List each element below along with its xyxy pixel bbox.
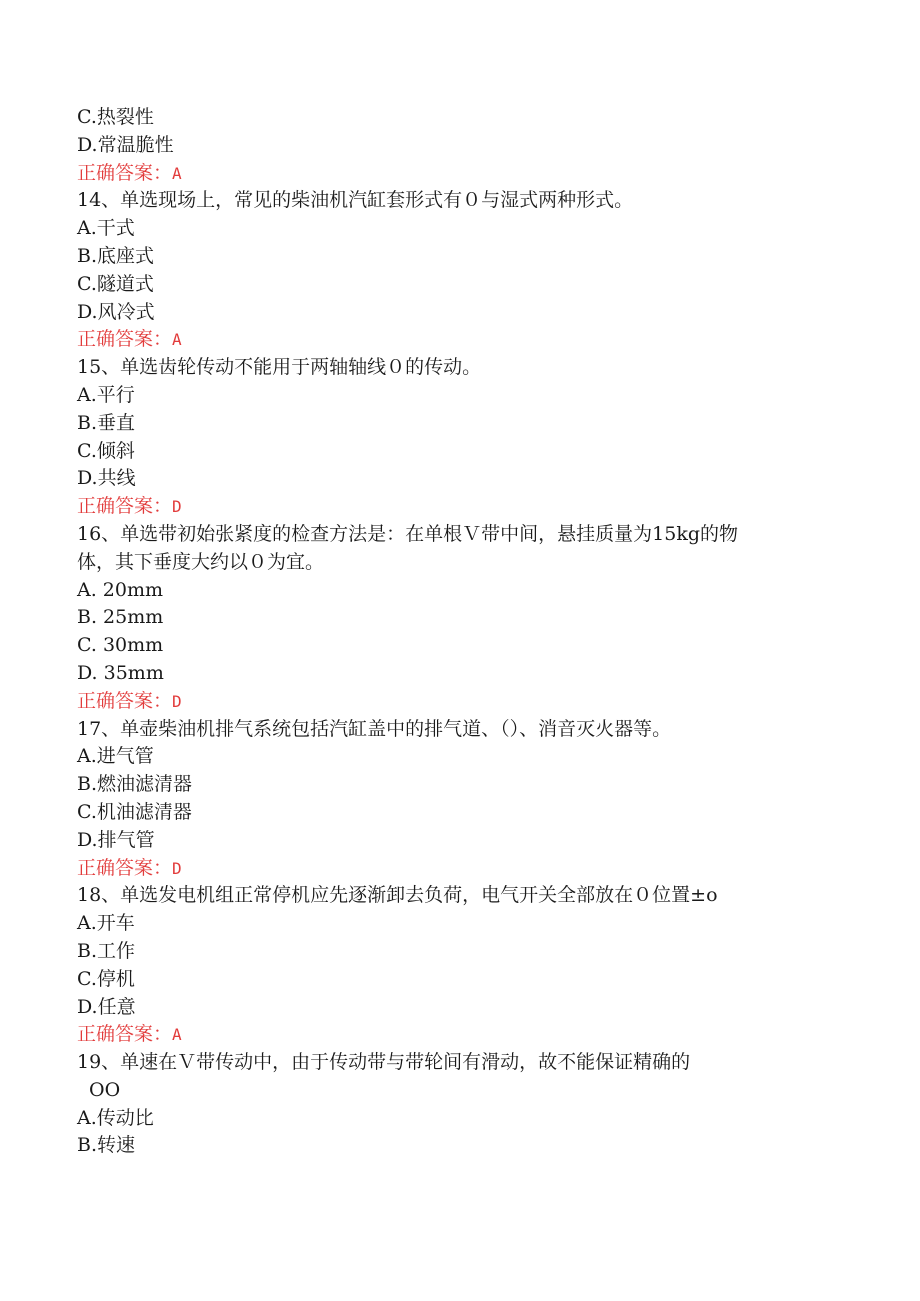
option-c: C.热裂性 [77, 106, 154, 128]
answer-value: A [172, 330, 182, 350]
answer-value: D [172, 858, 182, 878]
question-16: 16、单选带初始张紧度的检查方法是：在单根Ｖ带中间，悬挂质量为15kg的物 [77, 522, 739, 545]
question-list [77, 104, 837, 1160]
option-b: B.垂直 [77, 411, 136, 434]
option-a: A.平行 [77, 383, 135, 406]
correct-answer [77, 160, 837, 188]
question-15: 15、单选齿轮传动不能用于两轴轴线０的传动。 [77, 356, 482, 379]
option-b: B.燃油滤清器 [77, 773, 193, 796]
option-a: A. 20mm [77, 578, 164, 601]
option-d: D.共线 [77, 467, 136, 490]
answer-label: 正确答案： [77, 328, 173, 351]
answer-value: D [172, 497, 182, 517]
answer-label: 正确答案： [77, 1023, 173, 1046]
question-19: 19、单速在Ｖ带传动中，由于传动带与带轮间有滑动，故不能保证精确的 [77, 1051, 691, 1074]
question-19-continued: OO [89, 1078, 121, 1101]
option-a: A.干式 [77, 217, 135, 240]
option-c: C.倾斜 [77, 439, 135, 462]
question-17: 17、单壶柴油机排气系统包括汽缸盖中的排气道、（）、消音灭火器等。 [77, 717, 672, 740]
option-d: D.风冷式 [77, 300, 155, 323]
question-16-continued: 体，其下垂度大约以０为宜。 [77, 550, 325, 573]
option-c: C.隧道式 [77, 272, 154, 295]
option-b: B.底座式 [77, 244, 155, 267]
question-18: 18、单选发电机组正常停机应先逐渐卸去负荷，电气开关全部放在０位置±o [77, 884, 718, 907]
question-14: 14、单选现场上，常见的柴油机汽缸套形式有０与湿式两种形式。 [77, 189, 634, 212]
answer-value: A [172, 163, 182, 183]
correct-answer [77, 1021, 837, 1049]
option-c: C.机油滤清器 [77, 800, 192, 823]
option-a: A.传动比 [77, 1106, 154, 1129]
option-c: C. 30mm [77, 634, 164, 657]
option-b: B. 25mm [77, 606, 164, 629]
correct-answer [77, 326, 837, 354]
option-d: D.排气管 [77, 828, 155, 851]
option-a: A.开车 [77, 912, 135, 935]
correct-answer [77, 688, 837, 716]
option-a: A.进气管 [77, 745, 154, 768]
answer-label: 正确答案： [77, 161, 173, 184]
answer-label: 正确答案： [77, 856, 173, 879]
option-d: D. 35mm [77, 661, 164, 684]
correct-answer [77, 493, 837, 521]
option-b: B.转速 [77, 1134, 136, 1157]
option-b: B.工作 [77, 939, 136, 962]
answer-label: 正确答案： [77, 689, 173, 712]
option-d: D.常温脆性 [77, 133, 174, 156]
option-c: C.停机 [77, 967, 135, 990]
option-d: D.任意 [77, 995, 136, 1018]
correct-answer [77, 855, 837, 883]
answer-label: 正确答案： [77, 495, 173, 518]
answer-value: A [172, 1025, 182, 1045]
answer-value: D [172, 691, 182, 711]
